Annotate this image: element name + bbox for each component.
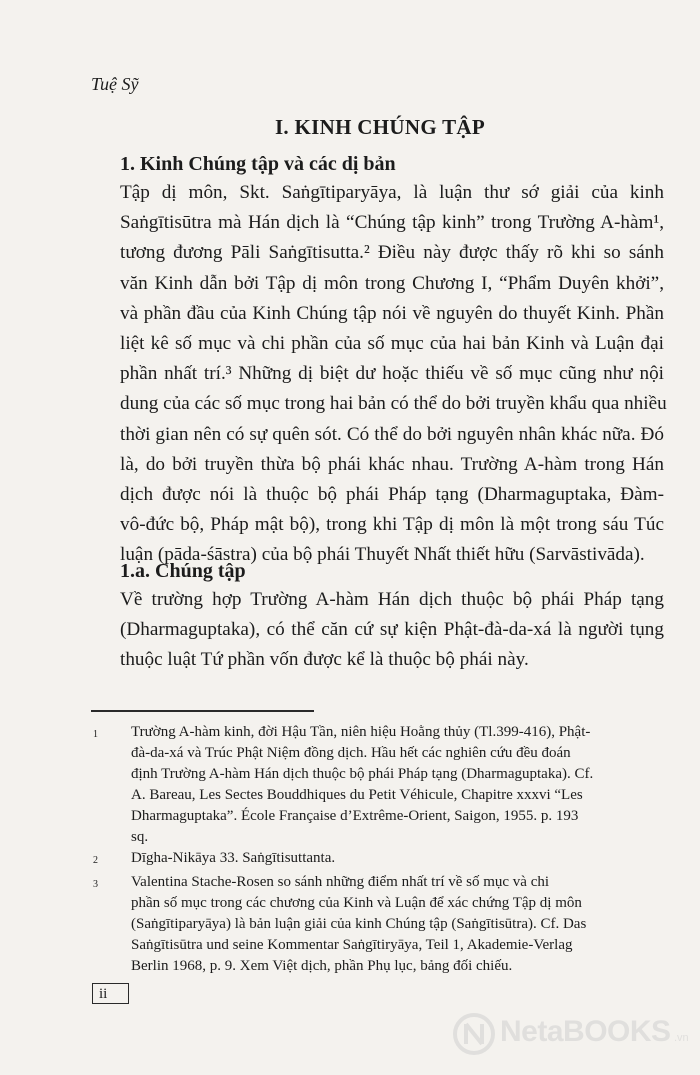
footnote-body	[131, 872, 657, 977]
watermark-brand: NetaBOOKS	[500, 1015, 671, 1048]
paragraph-2	[120, 585, 664, 676]
paragraph-line: liệt kê số mục và chi phần của số mục của hai bản Kinh và Luận đại	[120, 333, 664, 355]
footnote-line: Dharmaguptaka”. École Française d’Extrême-Orient, Saigon, 1955. p. 193	[131, 808, 579, 824]
footnote-body	[131, 848, 657, 869]
paragraph-line: tương đương Pāli Saṅgītisutta.² Điều này được thấy rõ khi so sánh	[120, 242, 664, 264]
footnote-number: 1	[93, 729, 98, 740]
subsection-title-text: 1.a. Chúng tập	[120, 560, 246, 582]
paragraph-line: luận (pāda-śāstra) của bộ phái Thuyết Nhất thiết hữu (Sarvāstivāda).	[120, 544, 645, 566]
footnote-number: 3	[93, 879, 98, 890]
paragraph-line: văn Kinh dẫn bởi Tập dị môn trong Chương I, “Phẩm Duyên khởi”,	[120, 272, 664, 294]
subsection-title	[120, 560, 246, 583]
paragraph-line: phần nhất trí.³ Những dị biệt dư hoặc thiếu về số mục cũng như nội	[120, 363, 664, 385]
watermark-suffix: .vn	[674, 1032, 689, 1044]
section-title: 1. Kinh Chúng tập và các dị bản	[120, 153, 396, 175]
paragraph-line: vô-đức bộ, Pháp mật bộ), trong khi Tập dị môn là một trong sáu Túc	[120, 514, 664, 536]
chapter-title: I. KINH CHÚNG TẬP	[274, 115, 486, 139]
paragraph-line: (Dharmaguptaka), có thể căn cứ sự kiện Phật-đà-da-xá là người tụng	[120, 619, 664, 641]
running-head: Tuệ Sỹ	[91, 74, 139, 94]
footnote-line: Dīgha-Nikāya 33. Saṅgītisuttanta.	[131, 850, 336, 866]
book-logo-icon	[452, 1012, 496, 1056]
footnote-number: 2	[93, 855, 98, 866]
watermark	[452, 1010, 692, 1060]
footnote-line: Saṅgītisūtra und seine Kommentar Saṅgītiryāya, Teil 1, Akademie-Verlag	[131, 937, 573, 953]
paragraph-line: và phần đầu của Kinh Chúng tập nói về nguyên do thuyết Kinh. Phần	[120, 302, 664, 324]
paragraph-1	[120, 178, 667, 571]
paragraph-line: Saṅgītisūtra mà Hán dịch là “Chúng tập kinh” trong Trường A-hàm¹,	[120, 212, 664, 234]
paragraph-line: dịch được nói là thuộc bộ phái Pháp tạng (Dharmaguptaka, Đàm-	[120, 484, 664, 506]
page-number: ii	[92, 983, 129, 1004]
footnote-line: sq.	[131, 829, 149, 845]
paragraph-line: là, do bởi truyền thừa bộ phái khác nhau. Trường A-hàm trong Hán	[120, 453, 664, 475]
paragraph-line: thuộc luật Tứ phần vốn được kể là thuộc bộ phái này.	[120, 649, 529, 671]
footnote-line: Trường A-hàm kinh, đời Hậu Tần, niên hiệu Hoằng thủy (Tl.399-416), Phật-	[131, 724, 591, 740]
footnote-line: Valentina Stache-Rosen so sánh những điểm nhất trí về số mục và chi	[131, 874, 550, 890]
footnote-line: định Trường A-hàm Hán dịch thuộc bộ phái Pháp tạng (Dharmaguptaka). Cf.	[131, 766, 594, 782]
footnote-line: Berlin 1968, p. 9. Xem Việt dịch, phần Phụ lục, bảng đối chiếu.	[131, 958, 513, 974]
paragraph-line: Tập dị môn, Skt. Saṅgītiparyāya, là luận thư sớ giải của kinh	[120, 182, 664, 203]
paragraph-line: Về trường hợp Trường A-hàm Hán dịch thuộc bộ phái Pháp tạng	[120, 589, 664, 610]
footnote-line: A. Bareau, Les Sectes Bouddhiques du Petit Véhicule, Chapitre xxxvi “Les	[131, 787, 583, 803]
footnote-line: phần số mục trong các chương của Kinh và Luận để xác chứng Tập dị môn	[131, 895, 582, 911]
footnote-body	[131, 722, 657, 848]
footnote-divider	[91, 710, 314, 712]
paragraph-line: dung của các số mục trong hai bản có thể do bởi truyền khẩu qua nhiều	[120, 393, 667, 415]
paragraph-line: thời gian nên có sự quên sót. Có thể do bởi nguyên nhân khác nữa. Đó	[120, 423, 664, 445]
footnote-line: đà-da-xá và Trúc Phật Niệm đồng dịch. Hầu hết các nghiên cứu đều đoán	[131, 745, 571, 761]
footnote-line: (Saṅgītiparyāya) là bản luận giải của kinh Chúng tập (Saṅgītisūtra). Cf. Das	[131, 916, 587, 932]
